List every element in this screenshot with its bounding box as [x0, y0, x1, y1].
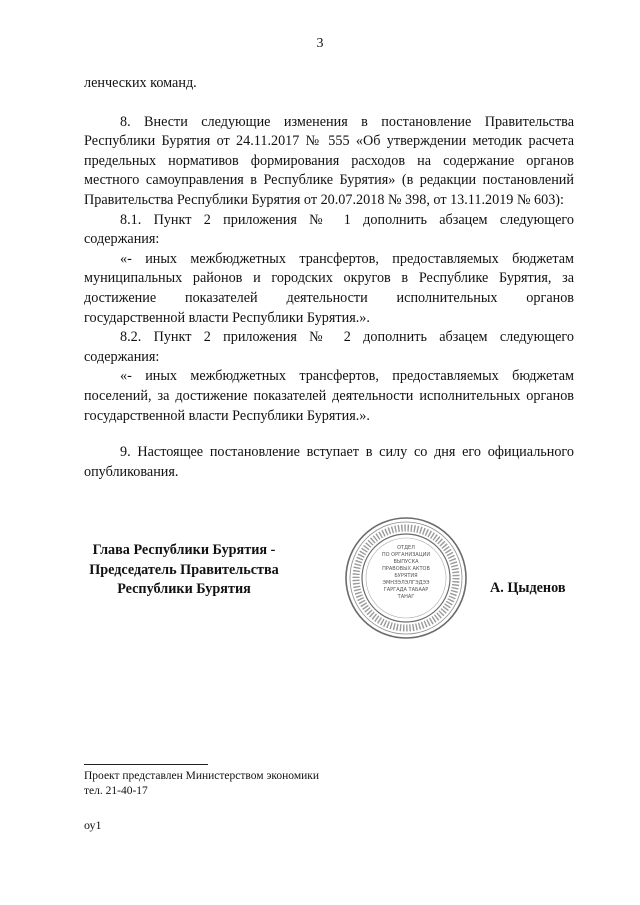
- svg-text:ЭМНЭЭЛЭЛГЭДЭЭ: ЭМНЭЭЛЭЛГЭДЭЭ: [382, 580, 430, 586]
- signatory-title-line: Председатель Правительства: [89, 561, 279, 578]
- document-code: оу1: [84, 818, 102, 832]
- page-number: 3: [316, 36, 324, 51]
- signatory-name: А. Цыденов: [490, 580, 566, 596]
- svg-text:ВЫПУСКА: ВЫПУСКА: [393, 559, 419, 565]
- paragraph-item-9: 9. Настоящее постановление вступает в силу со дня его официального опубликования.: [84, 444, 574, 480]
- footnote: [84, 769, 319, 799]
- svg-text:БУРЯТИЯ: БУРЯТИЯ: [394, 573, 418, 579]
- footnote-line: Проект представлен Министерством экономики: [84, 770, 320, 782]
- signatory-title-line: Глава Республики Бурятия -: [92, 542, 276, 558]
- svg-text:ТАНАГ: ТАНАГ: [397, 594, 415, 600]
- paragraph-item-8-2: 8.2. Пункт 2 приложения № 2 дополнить абзацем следующего содержания:: [84, 329, 574, 365]
- footnote-divider: [84, 764, 208, 765]
- svg-text:ГАРГАДА ТАБААР: ГАРГАДА ТАБААР: [383, 587, 429, 593]
- paragraph-item-8: 8. Внести следующие изменения в постановление Правительства Республики Бурятия от 24.11.2017 № 555 «Об утверждении методик расчета предельных нормативов формирования расходов на содержание органов местного самоуправления в Республике Бурятия» (в редакции постановлений Правительства Республики Бурятия от 20.07.2018 № 398, от 13.11.2019 № 603):: [84, 113, 574, 208]
- paragraph-item-8-1: 8.1. Пункт 2 приложения № 1 дополнить абзацем следующего содержания:: [84, 211, 574, 248]
- document-body: [84, 74, 574, 482]
- paragraph-quote-2: «- иных межбюджетных трансфертов, предоставляемых бюджетам поселений, за достижение показателей деятельности исполнительных органов государственной власти Республики Бурятия.».: [84, 368, 574, 424]
- svg-text:ПО ОРГАНИЗАЦИИ: ПО ОРГАНИЗАЦИИ: [381, 552, 431, 558]
- paragraph-continuation: ленческих команд.: [84, 75, 197, 91]
- official-seal-stamp: [344, 516, 468, 640]
- svg-text:ОТДЕЛ: ОТДЕЛ: [397, 545, 415, 551]
- footnote-line: тел. 21-40-17: [84, 785, 148, 797]
- svg-text:ПРАВОВЫХ АКТОВ: ПРАВОВЫХ АКТОВ: [382, 566, 430, 572]
- signatory-title: [84, 541, 284, 600]
- paragraph-quote-1: «- иных межбюджетных трансфертов, предоставляемых бюджетам муниципальных районов и городских округов в Республике Бурятия, за достижение показателей деятельности исполнительных органов государственной власти Республики Бурятия.».: [84, 250, 574, 326]
- signatory-title-line: Республики Бурятия: [117, 581, 251, 597]
